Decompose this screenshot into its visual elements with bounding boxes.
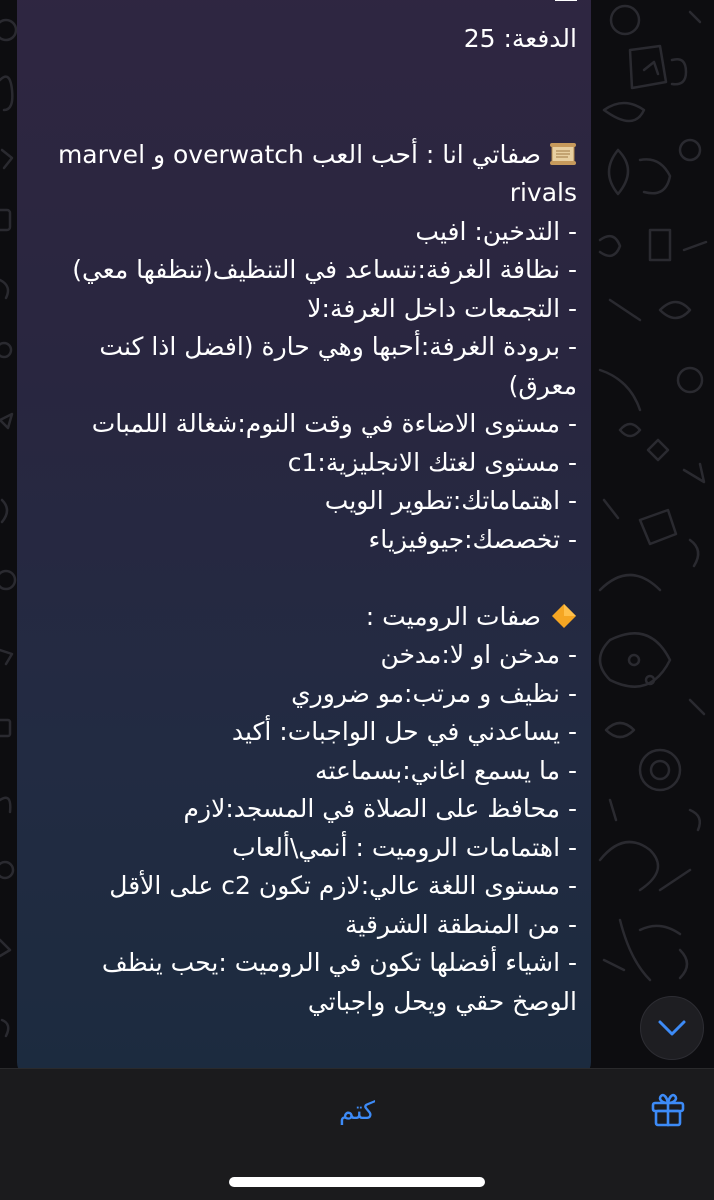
bottom-bar: [0, 1068, 714, 1200]
message-line-text: الوصخ حقي ويحل واجباتي: [307, 986, 577, 1016]
message-line-text: - نظافة الغرفة:نتساعد في التنظيف(تنظفها معي): [72, 255, 577, 284]
message-line-text: - ما يسمع اغاني:بسماعته: [315, 755, 577, 785]
message-line: [21, 444, 577, 483]
message-line: [21, 713, 577, 752]
message-line: [21, 906, 577, 945]
message-line: [21, 97, 577, 136]
message-line: [21, 790, 577, 829]
message-line-text: معرق): [508, 370, 577, 400]
gift-icon: [648, 1089, 688, 1129]
message-line-text: - اشياء أفضلها تكون في الروميت :يحب ينظف: [101, 948, 577, 977]
message-line: [21, 598, 577, 637]
message-line-text: - تخصصك:جيوفيزياء: [368, 524, 577, 554]
message-line: [21, 752, 577, 791]
home-indicator[interactable]: [229, 1177, 485, 1187]
message-line: [21, 59, 577, 98]
chevron-down-icon: [657, 1019, 687, 1037]
message-line-text: - التجمعات داخل الغرفة:لا: [307, 293, 577, 323]
message-line-text: صفات الروميت :: [365, 601, 541, 631]
message-text: [21, 0, 577, 1021]
message-line: [21, 174, 577, 213]
message-line: [21, 675, 577, 714]
message-line: [21, 20, 577, 59]
message-line: [21, 367, 577, 406]
message-line: [21, 521, 577, 560]
message-line-text: - التدخين: افيب: [415, 216, 577, 246]
message-line: [21, 290, 577, 329]
message-line-cut-top: [555, 0, 577, 1]
scroll-down-button[interactable]: [640, 996, 704, 1060]
message-line: [21, 944, 577, 983]
message-line-text: - مدخن او لا:مدخن: [380, 640, 577, 669]
message-line: [21, 251, 577, 290]
message-line-text: - اهتمامات الروميت : أنمي\ألعاب: [232, 832, 577, 862]
message-line-text: الدفعة: 25: [463, 24, 577, 53]
message-line: [21, 328, 577, 367]
message-line-text: - مستوى الاضاءة في وقت النوم:شغالة اللمبات: [91, 409, 577, 438]
mute-button[interactable]: كتم: [338, 1096, 376, 1125]
message-line: [21, 829, 577, 868]
message-line-text: - اهتماماتك:تطوير الويب: [324, 486, 577, 515]
message-line-text: - محافظ على الصلاة في المسجد:لازم: [183, 794, 577, 823]
message-line-text: - نظيف و مرتب:مو ضروري: [291, 678, 577, 708]
message-line-text: rivals: [509, 178, 577, 207]
message-line-text: صفاتي انا : أحب العب overwatch و marvel: [57, 139, 541, 169]
message-line-text: - مستوى لغتك الانجليزية:c1: [287, 447, 577, 477]
gift-button[interactable]: [648, 1089, 688, 1129]
message-line: [21, 559, 577, 598]
message-line-text: - يساعدني في حل الواجبات: أكيد: [231, 717, 577, 746]
message-line: [21, 636, 577, 675]
message-line-text: - مستوى اللغة عالي:لازم تكون c2 على الأقل: [109, 871, 577, 900]
message-line: [21, 213, 577, 252]
orange-diamond-icon: [551, 603, 577, 629]
message-line: [21, 867, 577, 906]
scroll-emoji-icon: [549, 142, 577, 166]
message-line-text: - من المنطقة الشرقية: [345, 909, 577, 939]
message-line-text: - برودة الغرفة:أحبها وهي حارة (افضل اذا كنت: [99, 332, 577, 361]
message-line: [21, 405, 577, 444]
message-line: [21, 482, 577, 521]
message-line: [21, 983, 577, 1022]
message-bubble[interactable]: [17, 0, 591, 1080]
message-line: [21, 136, 577, 175]
